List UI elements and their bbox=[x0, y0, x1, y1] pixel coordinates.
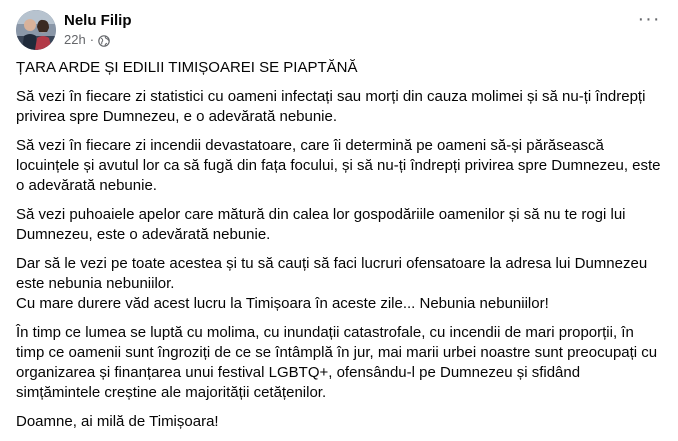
post-paragraph: Dar să le vezi pe toate acestea și tu să cauți să faci lucruri ofensatoare la adresa lui Dumnezeu este nebunia nebuniilor. bbox=[16, 255, 648, 292]
post-meta bbox=[64, 12, 132, 48]
post-paragraph: Cu mare durere văd acest lucru la Timișoara în aceste zile... Nebunia nebuniilor! bbox=[16, 295, 549, 312]
post-paragraph: Să vezi în fiecare zi statistici cu oameni infectați sau morți din cauza molimei și să nu-ți îndrepți privirea spre Dumnezeu, e o adevărată nebunie. bbox=[16, 88, 646, 125]
more-options-icon: ··· bbox=[637, 8, 661, 30]
post-body bbox=[16, 58, 666, 441]
globe-icon[interactable] bbox=[98, 34, 110, 46]
post-paragraph: În timp ce lumea se luptă cu molima, cu inundații catastrofale, cu incendii de mari proporții, în timp ce oamenii sunt îngroziți de ce se întâmplă în jur, mai marii urbei noastre sunt preocupați cu organizarea și finanțarea unui festival LGBTQ+, ofensându-l pe Dumnezeu și sfidând simțămintele creștine ale majorității cetățenilor. bbox=[16, 324, 658, 401]
post-paragraph: Doamne, ai milă de Timișoara! bbox=[16, 413, 219, 430]
post-title: ȚARA ARDE ȘI EDILII TIMIȘOAREI SE PIAPTĂNĂ bbox=[16, 59, 358, 76]
more-options-button[interactable] bbox=[634, 8, 664, 34]
separator-dot: · bbox=[89, 32, 95, 47]
post-paragraph: Să vezi puhoaiele apelor care mătură din calea lor gospodăriile oamenilor și să nu te rogi lui Dumnezeu, este o adevărată nebunie. bbox=[16, 206, 626, 243]
post-header bbox=[16, 10, 132, 50]
post-subline bbox=[64, 31, 132, 48]
avatar-image bbox=[16, 10, 56, 50]
post-timestamp[interactable]: 22h bbox=[64, 32, 86, 47]
post-paragraph: Să vezi în fiecare zi incendii devastatoare, care îi determină pe oameni să-și părăsească locuințele și avutul lor ca să fugă din fața focului, și să nu-ți îndrepți privirea spre Dumnezeu, este o adevărată nebunie. bbox=[16, 137, 661, 194]
avatar[interactable] bbox=[16, 10, 56, 50]
author-name[interactable]: Nelu Filip bbox=[64, 12, 132, 29]
